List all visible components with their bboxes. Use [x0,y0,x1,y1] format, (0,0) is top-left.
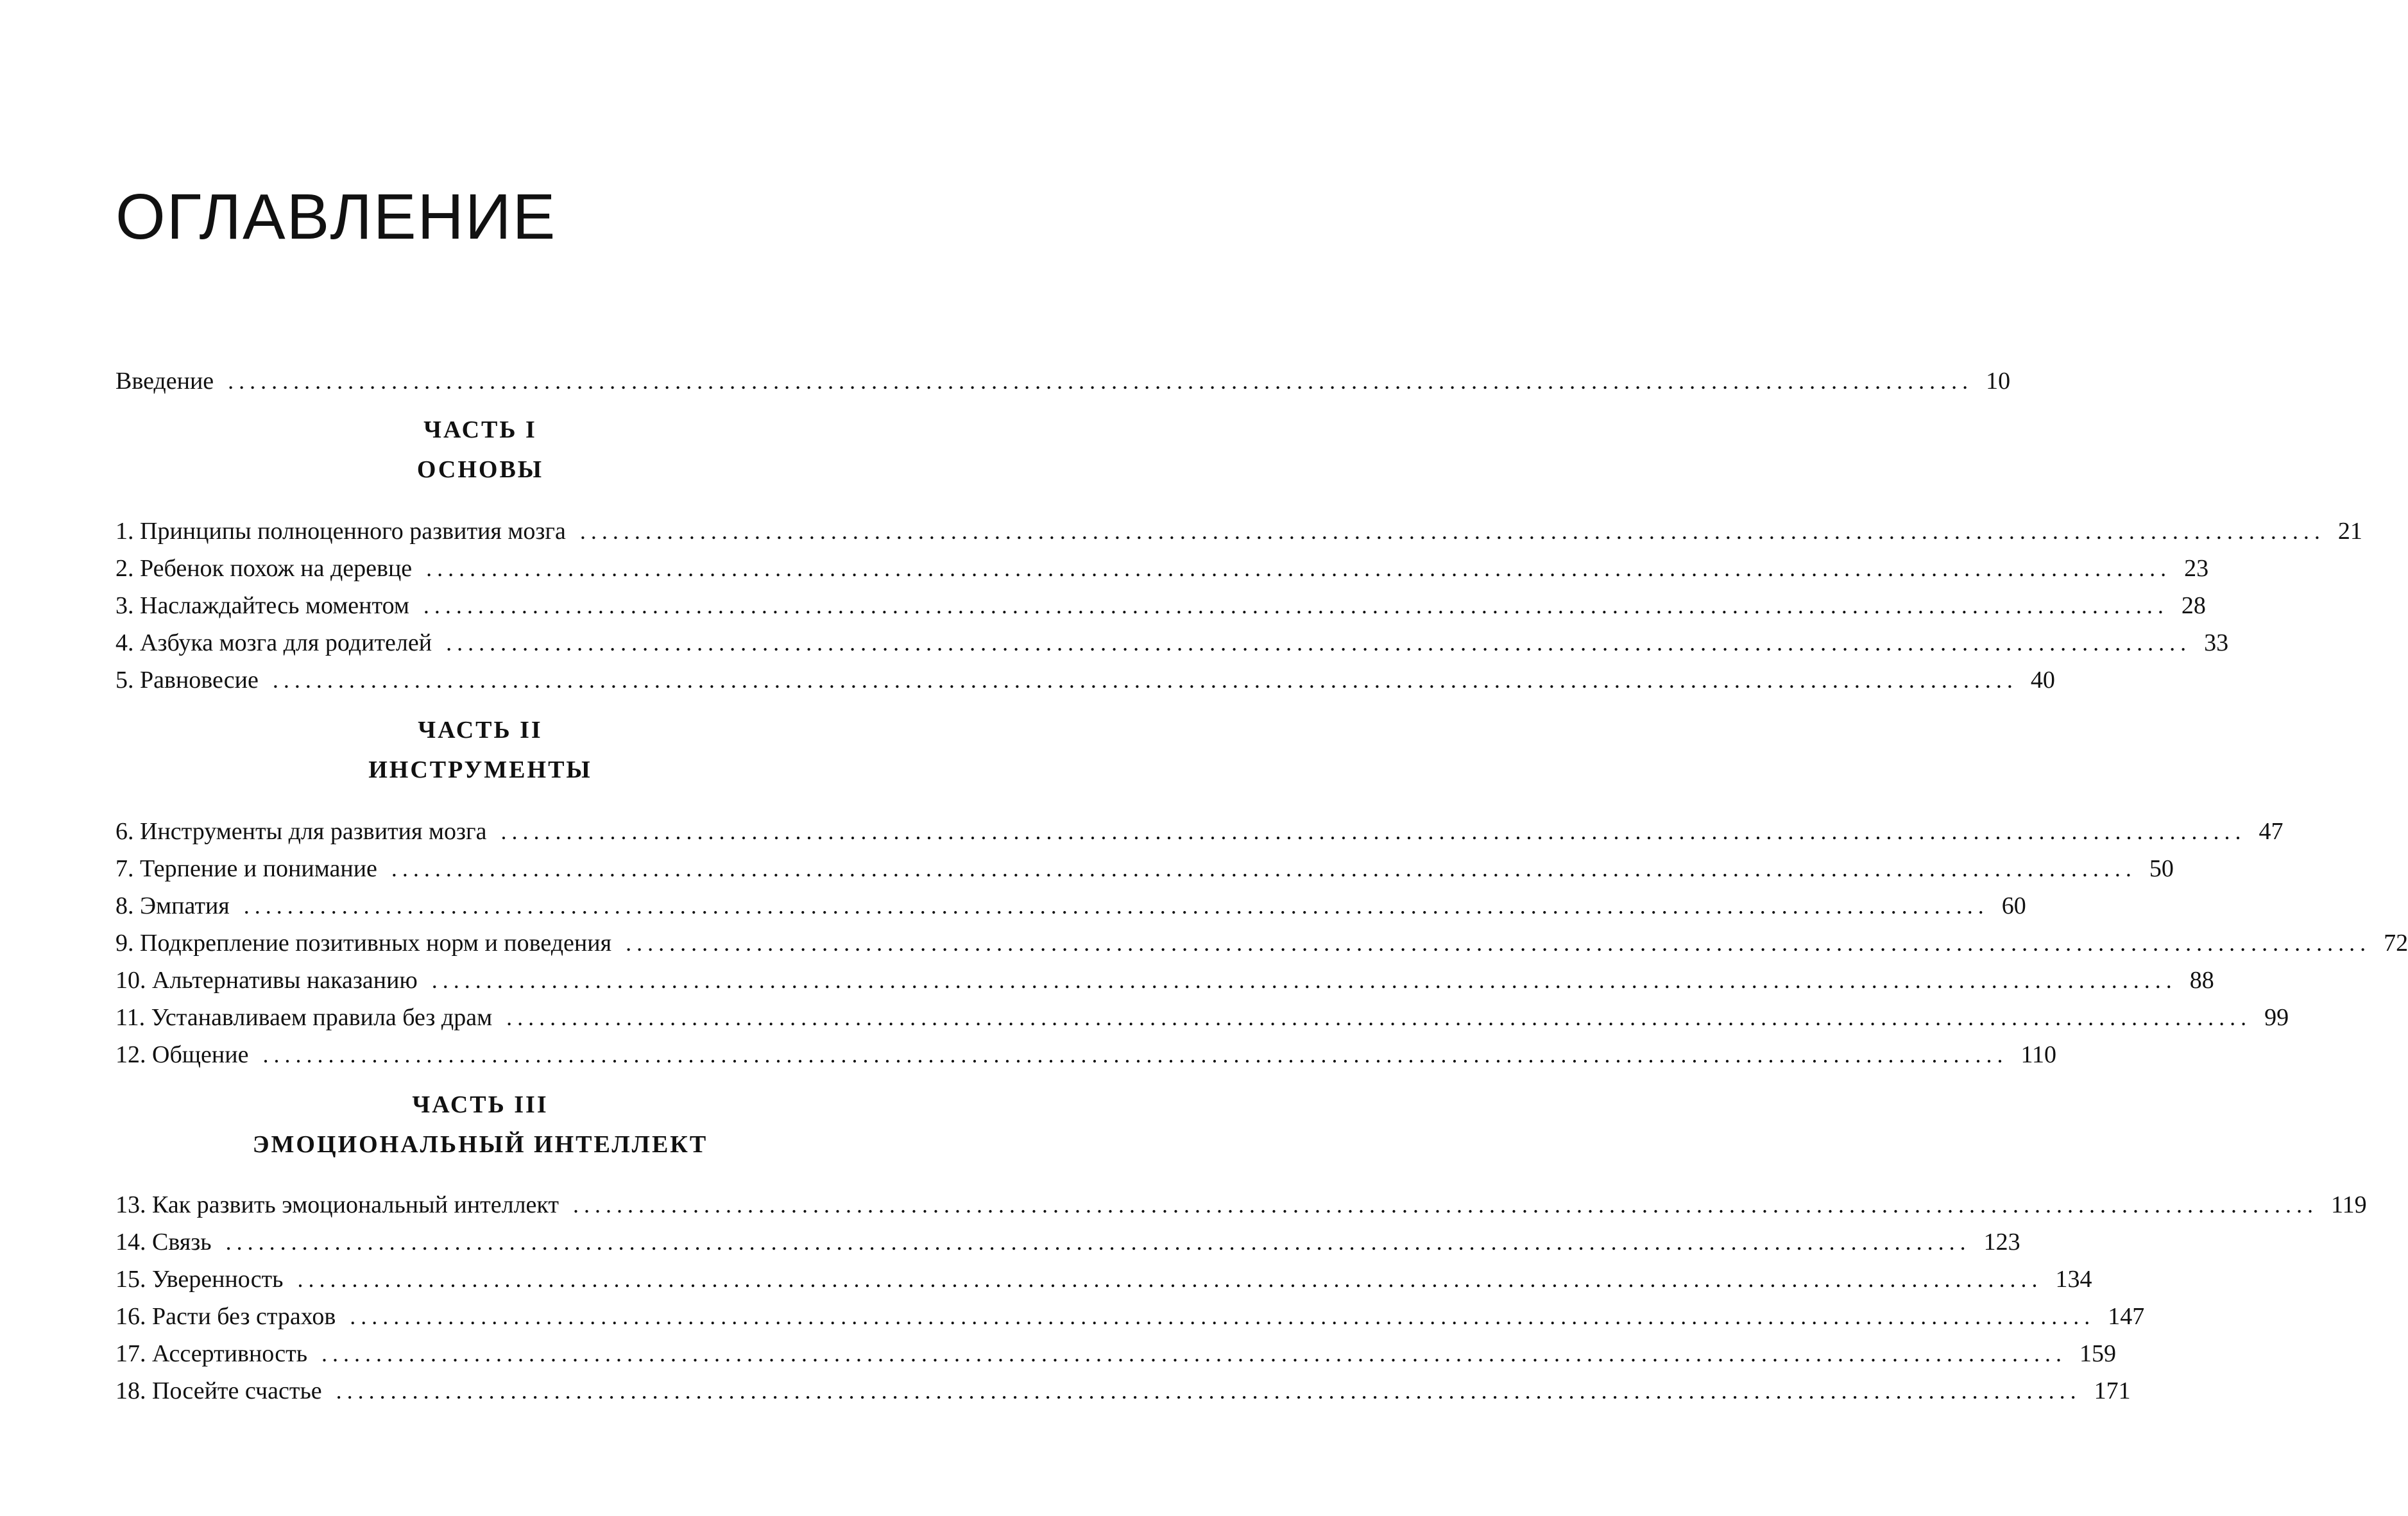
toc-page-number: 60 [2001,892,2026,919]
toc-entry-label: 6. Инструменты для развития мозга [115,818,487,845]
toc-entry-label: 5. Равновесие [115,667,259,694]
toc-entry-label: 2. Ребенок похож на деревце [115,555,413,582]
toc-page-number: 110 [2020,1041,2057,1068]
dot-leader: ................................................................................................................................................................ [446,630,2192,656]
toc-entry-label: 14. Связь [115,1229,212,1256]
dot-leader: ................................................................................................................................................................ [225,1229,1971,1255]
dot-leader: ................................................................................................................................................................ [423,593,2169,618]
toc-entry[interactable] [115,1340,2117,1368]
toc-page-number: 159 [2079,1340,2117,1367]
part-1-number: ЧАСТЬ I [423,416,537,443]
toc-entry[interactable] [115,1377,2131,1405]
toc-entry[interactable] [115,629,2229,657]
toc-page-number: 23 [2184,555,2209,582]
toc-page-number: 119 [2331,1191,2367,1218]
toc-entry-label: 1. Принципы полноценного развития мозга [115,518,566,545]
toc-entry[interactable] [115,966,2214,994]
dot-leader: ................................................................................................................................................................ [579,518,2325,544]
dot-leader: ................................................................................................................................................................ [243,893,1989,919]
dot-leader: ................................................................................................................................................................ [391,856,2137,881]
toc-page-number: 47 [2259,818,2284,845]
dot-leader: ................................................................................................................................................................ [321,1341,2067,1367]
toc-entry[interactable] [115,817,2284,846]
toc-entry[interactable] [115,1302,2145,1331]
toc-entry[interactable] [115,1265,2092,1293]
toc-entry-label: 11. Устанавливаем правила без драм [115,1004,493,1031]
toc-entry-label: 3. Наслаждайтесь моментом [115,592,409,619]
dot-leader: ................................................................................................................................................................ [228,368,1974,394]
part-1-title: ОСНОВЫ [416,456,544,483]
toc-entry[interactable] [115,1228,2020,1256]
dot-leader: ................................................................................................................................................................ [272,667,2018,693]
dot-leader: ................................................................................................................................................................ [336,1378,2081,1404]
toc-page-number: 28 [2181,592,2206,619]
toc-entry-label: 16. Расти без страхов [115,1303,336,1330]
dot-leader: ................................................................................................................................................................ [426,556,2172,581]
part-2-number: ЧАСТЬ II [418,717,543,744]
dot-leader: ................................................................................................................................................................ [626,930,2371,956]
toc-entry-intro[interactable] [115,367,2011,395]
toc-page-number: 10 [1986,368,2011,395]
dot-leader: ................................................................................................................................................................ [500,819,2246,844]
toc-entry[interactable] [115,517,2362,545]
toc-entry-label: 12. Общение [115,1041,249,1068]
toc-page-number: 72 [2384,930,2408,957]
toc-page-number: 21 [2337,518,2362,545]
dot-leader: ................................................................................................................................................................ [431,967,2177,993]
part-2-title: ИНСТРУМЕНТЫ [368,756,592,783]
toc-entry-label: Введение [115,368,214,395]
toc-page-number: 33 [2204,629,2229,656]
toc-entry[interactable] [115,666,2055,694]
part-3-number: ЧАСТЬ III [412,1091,549,1118]
page-title: ОГЛАВЛЕНИЕ [115,181,557,253]
toc-entry[interactable] [115,554,2209,583]
toc-page-number: 134 [2055,1266,2092,1293]
toc-entry-label: 18. Посейте счастье [115,1377,322,1404]
toc-entry-label: 13. Как развить эмоциональный интеллект [115,1191,559,1218]
dot-leader: ................................................................................................................................................................ [506,1005,2252,1030]
toc-entry-label: 17. Ассертивность [115,1340,308,1367]
toc-entry[interactable] [115,855,2174,883]
toc-entry[interactable] [115,592,2206,620]
toc-entry[interactable] [115,929,2408,957]
toc-entry-label: 15. Уверенность [115,1266,284,1293]
toc-entry[interactable] [115,1003,2289,1032]
toc-page-number: 99 [2264,1004,2289,1031]
toc-entry-label: 7. Терпение и понимание [115,855,377,882]
part-3-title: ЭМОЦИОНАЛЬНЫЙ ИНТЕЛЛЕКТ [252,1131,708,1158]
toc-entry[interactable] [115,892,2026,920]
toc-entry-label: 10. Альтернативы наказанию [115,967,418,994]
toc-entry-label: 4. Азбука мозга для родителей [115,629,432,656]
dot-leader: ................................................................................................................................................................ [350,1304,2096,1329]
dot-leader: ................................................................................................................................................................ [297,1266,2043,1292]
toc-page-number: 88 [2189,967,2214,994]
toc-entry-label: 8. Эмпатия [115,892,230,919]
dot-leader: ................................................................................................................................................................ [262,1042,2008,1068]
toc-page-number: 50 [2149,855,2174,882]
toc-entry[interactable] [115,1041,2057,1069]
toc-page-number: 123 [1983,1229,2020,1256]
toc-page-number: 40 [2030,667,2055,694]
toc-entry[interactable] [115,1191,2367,1219]
toc-entry-label: 9. Подкрепление позитивных норм и поведения [115,930,612,957]
toc-page-number: 171 [2094,1377,2131,1404]
toc-page-number: 147 [2108,1303,2145,1330]
dot-leader: ................................................................................................................................................................ [573,1192,2318,1218]
